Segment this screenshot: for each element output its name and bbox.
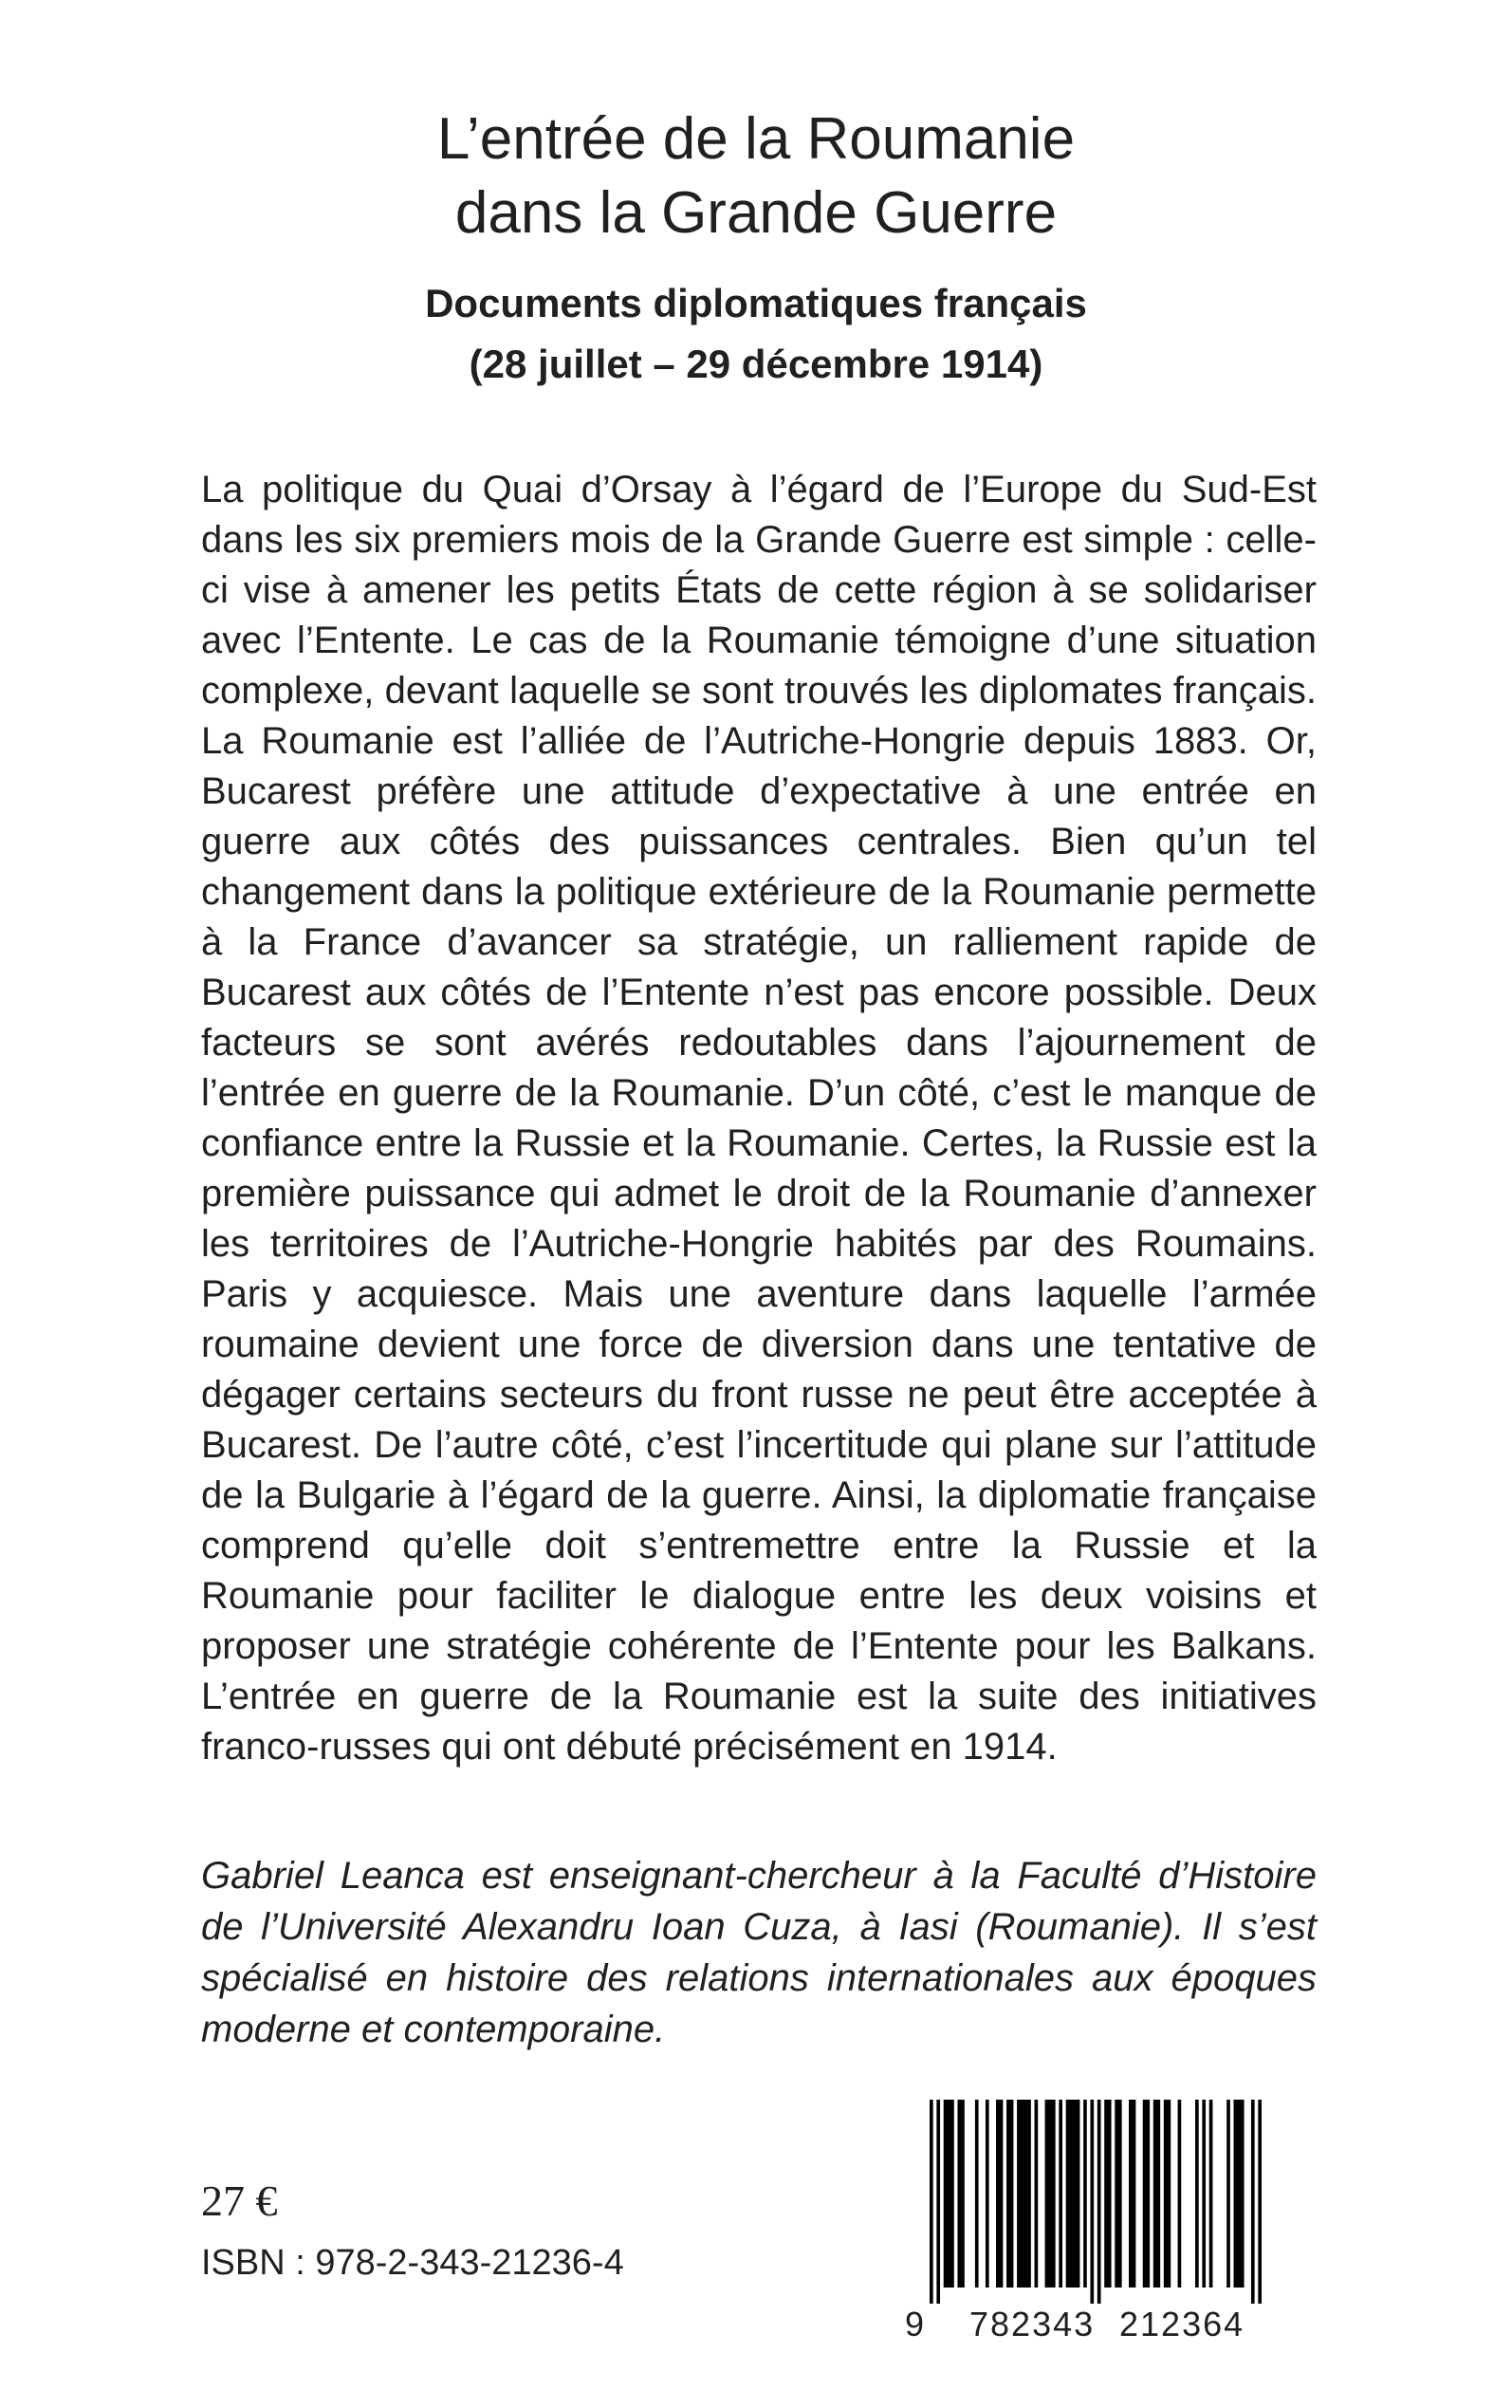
barcode-bar (1083, 2100, 1087, 2288)
barcode-bar (1059, 2100, 1062, 2288)
book-subtitle-line-2: (28 juillet – 29 décembre 1914) (469, 342, 1043, 386)
barcode-bar (1104, 2100, 1111, 2288)
barcode-digits (901, 2301, 1271, 2348)
barcode-bar (996, 2100, 1003, 2288)
barcode-bar (1143, 2100, 1150, 2288)
barcode-guard-bar (936, 2100, 940, 2304)
barcode-bar (1195, 2100, 1199, 2288)
barcode-bar (1115, 2100, 1121, 2288)
price-label: 27 € (201, 2176, 278, 2225)
barcode-lead-digit: 9 (905, 2305, 925, 2343)
summary-paragraph: La politique du Quai d’Orsay à l’égard de l’Europe du Sud-Est dans les six premiers mois de la Grande Guerre est simple : celleci vise à amener les petits États de cette région à se solidariser avec l’Entente. Le cas de la Roumanie témoigne d’une situation complexe, devant laquelle se sont trouvés les diplomates français. La Roumanie est l’alliée de l’Autriche-Hongrie depuis 1883. Or, Bucarest préfère une attitude d’expectative à une entrée en guerre aux côtés des puissances centrales. Bien qu’un tel changement dans la politique extérieure de la Roumanie permette à la France d’avancer sa stratégie, un ralliement rapide de Bucarest aux côtés de l’Entente n’est pas encore possible. Deux facteurs se sont avérés redoutables dans l’ajournement de l’entrée en guerre de la Roumanie. D’un côté, c’est le manque de confiance entre la Russie et la Roumanie. Certes, la Russie est la première puissance qui admet le droit de la Roumanie d’annexer les territoires de l’Autriche-Hongrie habités par des Roumains. Paris y acquiesce. Mais une aventure dans laquelle l’armée roumaine devient une force de diversion dans une tentative de dégager certains secteurs du front russe ne peut être acceptée à Bucarest. De l’autre côté, c’est l’incertitude qui plane sur l’attitude de la Bulgarie à l’égard de la guerre. Ainsi, la diplomatie française comprend qu’elle doit s’entremettre entre la Russie et la Roumanie pour faciliter le dialogue entre les deux voisins et proposer une stratégie cohérente de l’Entente pour les Balkans. L’entrée en guerre de la Roumanie est la suite des initiatives franco-russes qui ont débuté précisément en 1914. (201, 469, 1317, 1768)
barcode-bar (1209, 2100, 1213, 2288)
barcode-bar (986, 2100, 989, 2288)
barcode-bar (1202, 2100, 1206, 2288)
barcode-guard-bar (1097, 2100, 1101, 2304)
barcode-bar (975, 2100, 979, 2288)
barcode-bar (1234, 2100, 1245, 2288)
barcode-bar (1006, 2100, 1013, 2288)
barcode-guard-bar (1090, 2100, 1094, 2304)
barcode-bar (1045, 2100, 1056, 2288)
barcode-bar (1035, 2100, 1039, 2288)
isbn-barcode (901, 2100, 1271, 2356)
barcode-guard-bar (930, 2100, 933, 2304)
book-subtitle-line-1: Documents diplomatiques français (425, 281, 1087, 325)
barcode-bar (1226, 2100, 1230, 2288)
barcode-bar (957, 2100, 964, 2288)
barcode-guard-bar (1251, 2100, 1255, 2304)
author-note: Gabriel Leanca est enseignant-chercheur à la Faculté d’Histoire de l’Université Alexandru Ioan Cuza, à Iasi (Roumanie). Il s’est spécialisé en histoire des relations internationales aux époques moderne et contemporaine. (201, 1855, 1317, 2050)
barcode-bar (1017, 2100, 1031, 2288)
isbn-label: ISBN : 978-2-343-21236-4 (201, 2243, 624, 2283)
barcode-bar (1164, 2100, 1171, 2288)
barcode-bars (930, 2100, 1262, 2304)
barcode-bar (1178, 2100, 1182, 2288)
barcode-bar (1129, 2100, 1135, 2288)
barcode-left-digits: 782343 (969, 2305, 1096, 2343)
barcode-bar (1153, 2100, 1160, 2288)
book-subtitle (0, 273, 1512, 395)
barcode-guard-bar (1258, 2100, 1262, 2304)
barcode-bar (1066, 2100, 1080, 2288)
barcode-right-digits: 212364 (1119, 2305, 1245, 2343)
barcode-bar (944, 2100, 954, 2288)
book-title-line-2: dans la Grande Guerre (454, 180, 1058, 246)
book-title (0, 102, 1512, 250)
book-title-line-1: L’entrée de la Roumanie (436, 106, 1076, 172)
